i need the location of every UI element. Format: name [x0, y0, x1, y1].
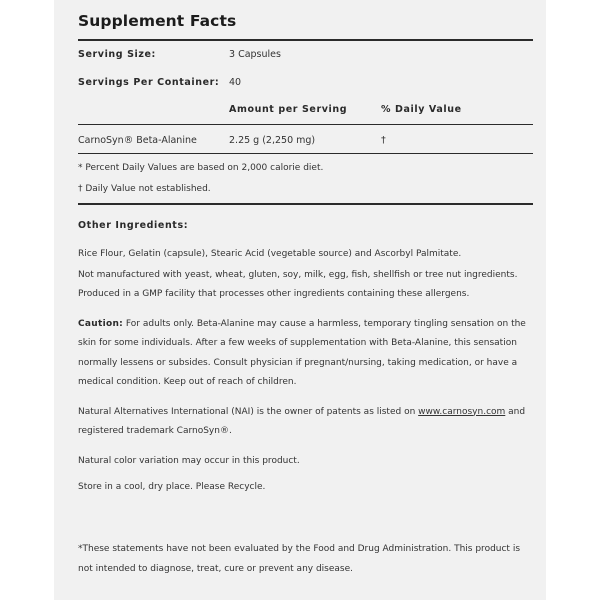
servings-per-container-label: Servings Per Container:	[78, 77, 220, 88]
ingredients-text: Rice Flour, Gelatin (capsule), Stearic Acid (vegetable source) and Ascorbyl Palmitate.	[78, 249, 462, 259]
caution-paragraph	[78, 315, 533, 393]
ingredient-name: CarnoSyn® Beta-Alanine	[78, 135, 197, 146]
ingredient-daily-value: †	[381, 135, 386, 146]
fda-disclaimer: *These statements have not been evaluated by the Food and Drug Administration. This product is not intended to diagnose, treat, cure or prevent any disease.	[78, 544, 521, 574]
patent-text-after: and registered trademark CarnoSyn®.	[78, 406, 526, 436]
allergen-text: Not manufactured with yeast, wheat, gluten, soy, milk, egg, fish, shellfish or tree nut ingredients. Produced in a GMP facility that processes other ingredients containing these allergens.	[78, 269, 518, 299]
facts-content	[78, 0, 533, 600]
facts-title: Supplement Facts	[78, 12, 237, 30]
caution-text: For adults only. Beta-Alanine may cause a harmless, temporary tingling sensation on the skin for some individuals. After a few weeks of supplementation with Beta-Alanine, this sensation normally lessens or subsides. Consult physician if pregnant/nursing, taking medication, or have a medical condition. Keep out of reach of children.	[78, 318, 526, 387]
amount-per-serving-header: Amount per Serving	[229, 104, 348, 115]
serving-size-label: Serving Size:	[78, 49, 156, 60]
patent-paragraph	[78, 403, 533, 442]
storage-text: Store in a cool, dry place. Please Recycle.	[78, 482, 266, 492]
daily-value-header: % Daily Value	[381, 104, 462, 115]
caution-label: Caution:	[78, 318, 124, 329]
ingredient-divider	[78, 153, 533, 154]
facts-bottom-divider	[78, 203, 533, 205]
footnote-dagger: † Daily Value not established.	[78, 184, 211, 194]
supplement-facts-panel	[54, 0, 546, 600]
servings-per-container-value: 40	[229, 77, 242, 88]
other-ingredients-body	[78, 245, 533, 498]
other-ingredients-heading: Other Ingredients:	[78, 220, 189, 231]
patent-text-before: Natural Alternatives International (NAI) is the owner of patents as listed on	[78, 406, 419, 417]
header-divider	[78, 124, 533, 125]
footnote-percent: * Percent Daily Values are based on 2,000 calorie diet.	[78, 163, 324, 173]
serving-size-value: 3 Capsules	[229, 49, 281, 60]
carnosyn-link[interactable]: www.carnosyn.com	[418, 406, 506, 417]
ingredient-amount: 2.25 g (2,250 mg)	[229, 135, 316, 146]
title-divider	[78, 39, 533, 41]
color-variation-text: Natural color variation may occur in this product.	[78, 455, 300, 466]
